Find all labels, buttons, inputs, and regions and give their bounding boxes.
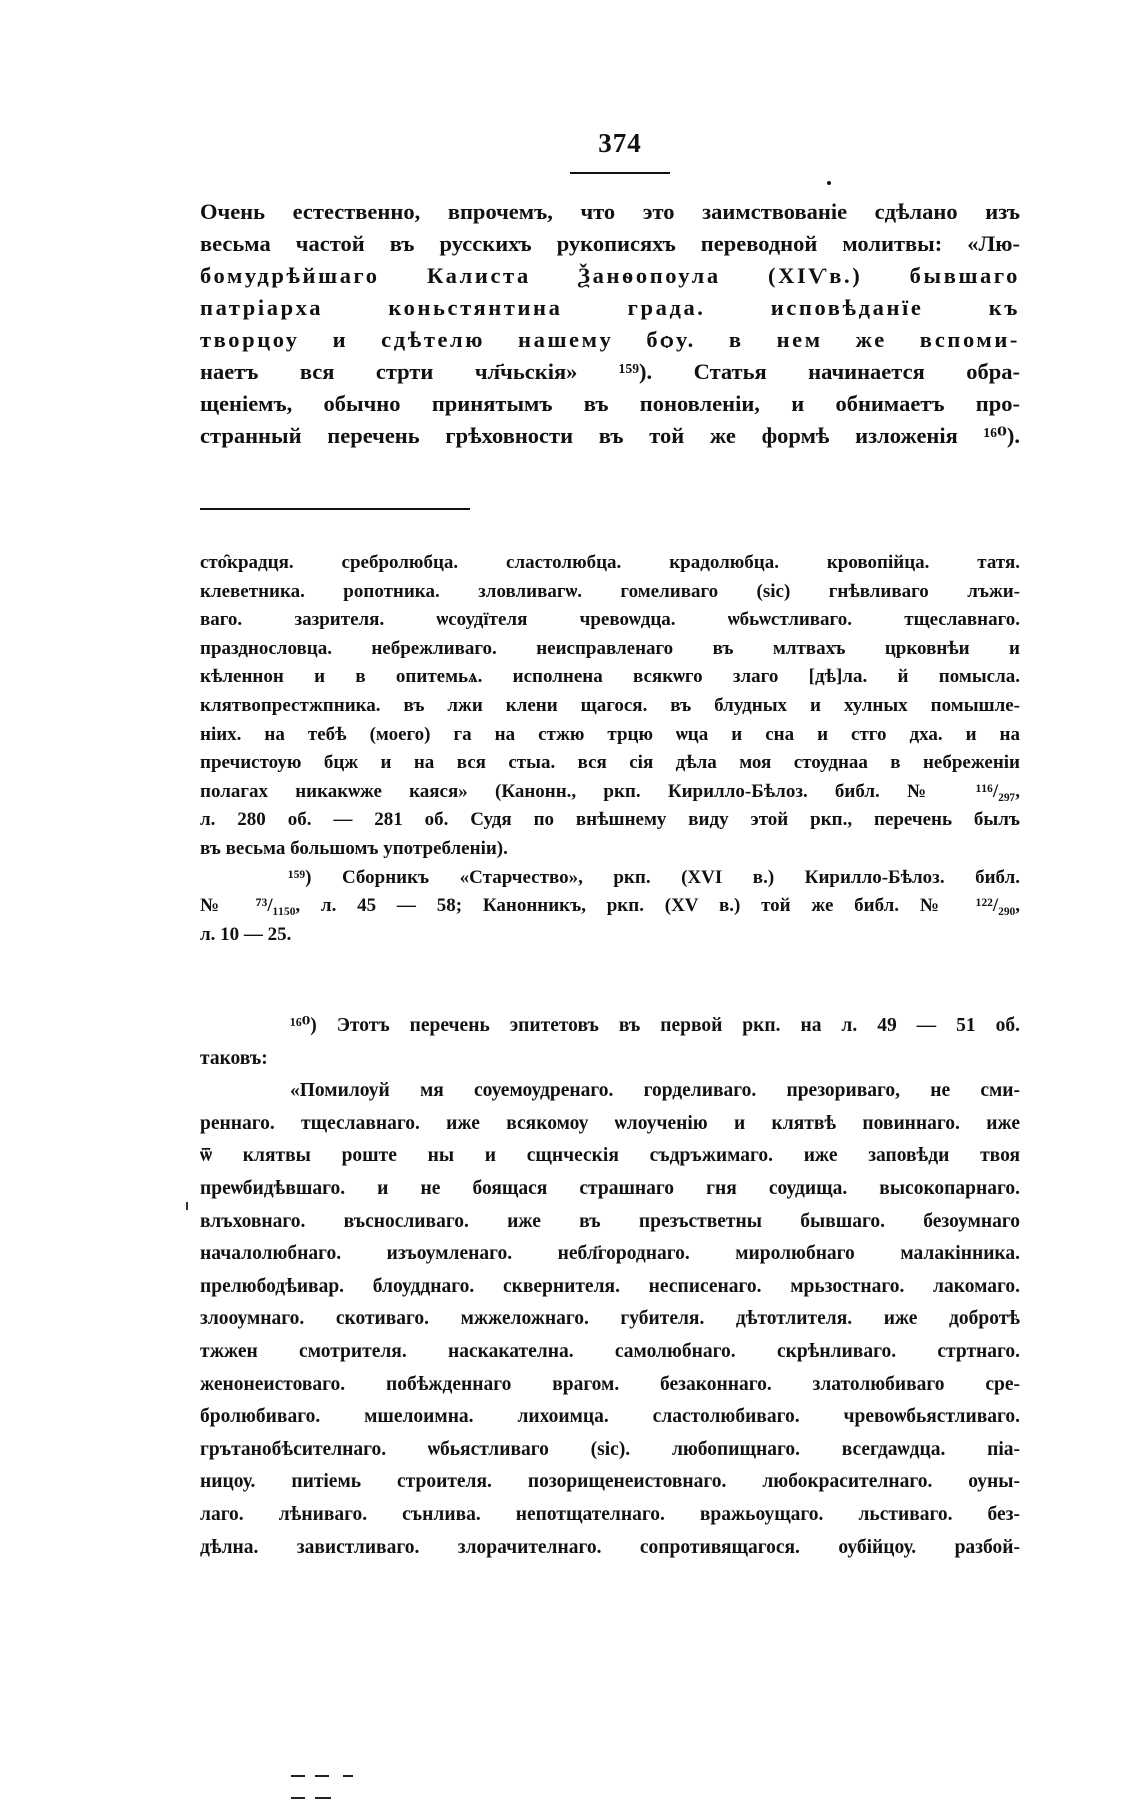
scan-mark bbox=[291, 1797, 305, 1799]
footnote-line: л. 280 об. — 281 об. Судя по внѣшнему виду этой ркп., перечень былъ bbox=[200, 809, 1020, 831]
footnote-line: клеветника. ропотника. зловливагѡ. гомеливаго (sic) гнѣвливаго лъжи- bbox=[200, 580, 1020, 602]
footnote-160-line: лаго. лѣниваго. сънлива. непотщателнаго. вражьоущаго. льстиваго. без- bbox=[200, 1503, 1020, 1525]
footnote-159-line: ¹⁵⁹) Сборникъ «Старчество», ркп. (XVI в.) Кирилло-Бѣлоз. библ. bbox=[288, 866, 1020, 888]
text-line: творцоу и сдѣтелю нашему бѻу. в нем же вспоми- bbox=[200, 327, 1020, 352]
footnote-160-line: ницоу. питіемь строителя. позорищенеистовнаго. любокрасителнаго. оуны- bbox=[200, 1471, 1020, 1493]
footnote-160-line: грътанобѣсителнаго. ѡбьястливаго (sic). любопищнаго. всегдаѡдца. піа- bbox=[200, 1438, 1020, 1460]
footnote-line: ваго. зазрителя. ѡсоудїтеля чревоѡдца. ѡбьѡстливаго. тщеславнаго. bbox=[200, 609, 1020, 631]
footnote-line: кѣленнон и в опитемьѧ. исполнена всякѡго злаго [дѣ]ла. й помысла. bbox=[200, 666, 1020, 688]
main-paragraph bbox=[200, 196, 1020, 452]
text-line: бомудрѣйшаго Калиста Ѯанѳопоула (XIѴв.) бывшаго bbox=[200, 263, 1020, 288]
footnote-159-line: № ⁷³/₁₁₅₀, л. 45 — 58; Канонникъ, ркп. (XV в.) той же библ. № ¹²²/₂₉₀, bbox=[200, 895, 1020, 917]
footnote-line: ніих. на тебѣ (моего) га на стжю трцю ѡца и сна и стго дха. и на bbox=[200, 723, 1020, 745]
footnote-line: клятвопрестжпника. въ лжи клени щагося. въ блудных и хулных помышле- bbox=[200, 694, 1020, 716]
footnote-line: сто̑крадця. сребролюбца. сластолюбца. крадолюбца. кровопійца. татя. bbox=[200, 552, 1020, 573]
footnote-159-line: л. 10 — 25. bbox=[200, 923, 292, 945]
text-line: весьма частой въ русскихъ рукописяхъ переводной молитвы: «Лю- bbox=[200, 231, 1020, 256]
footnote-160-line: прелюбодѣивар. блоудднаго. сквернителя. несписенаго. мрьзостнаго. лакомаго. bbox=[200, 1275, 1020, 1297]
footnote-160-line: реннаго. тщеславнаго. иже всякомоу ѡлоученію и клятвѣ повиннаго. иже bbox=[200, 1112, 1020, 1134]
text-line: щеніемъ, обычно принятымъ въ поновленіи, и обнимаетъ про- bbox=[200, 391, 1020, 416]
footnote-160-line: преѡбидѣвшаго. и не боящася страшнаго гня соудища. высокопарнаго. bbox=[200, 1177, 1020, 1199]
print-speck bbox=[827, 181, 831, 185]
scan-mark bbox=[343, 1775, 353, 1777]
text-line: Очень естественно, впрочемъ, что это заимствованіе сдѣлано изъ bbox=[200, 199, 1020, 224]
footnote-160-line: женонеистоваго. побѣжденнаго врагом. безаконнаго. златолюбиваго сре- bbox=[200, 1373, 1020, 1395]
scan-mark bbox=[291, 1775, 305, 1777]
margin-mark bbox=[186, 1202, 188, 1210]
footnote-line: полагах никакѡже каяся» (Канонн., ркп. Кирилло-Бѣлоз. библ. № ¹¹⁶/₂₉₇, bbox=[200, 780, 1020, 802]
footnote-line: въ весьма большомъ употребленіи). bbox=[200, 837, 508, 859]
page-number-rule bbox=[570, 172, 670, 174]
footnote-block bbox=[200, 549, 1020, 949]
footnote-160-line: дѣлна. завистливаго. злорачителнаго. сопротивящагося. оубійцоу. разбой- bbox=[200, 1536, 1020, 1558]
footnote-160-line: влъховнаго. въсносливаго. иже въ презъстветны бывшаго. безоумнаго bbox=[200, 1210, 1020, 1232]
scan-mark bbox=[315, 1797, 331, 1799]
footnote-160-line: злооумнаго. скотиваго. мжжеложнаго. губителя. дѣтотлителя. иже добротѣ bbox=[200, 1308, 1020, 1330]
footnote-160-line: тжжен смотрителя. наскакателна. самолюбнаго. скрѣнливаго. стртнаго. bbox=[200, 1340, 1020, 1362]
text-line: наетъ вся стрти чл҃чьскія» ¹⁵⁹). Статья начинается обра- bbox=[200, 359, 1020, 384]
footnote-160-line: ¹⁶⁰) Этотъ перечень эпитетовъ въ первой ркп. на л. 49 — 51 об. bbox=[290, 1015, 1020, 1036]
footnote-160-line: началолюбнаго. изъоумленаго. небл҃городнаго. миролюбнаго малакінника. bbox=[200, 1243, 1020, 1265]
footnote-line: празднословца. небрежливаго. неисправленаго въ млтвахъ црковнѣи и bbox=[200, 637, 1020, 659]
scan-mark bbox=[315, 1775, 329, 1777]
page-number: 374 bbox=[598, 128, 642, 158]
text-line: странный перечень грѣховности въ той же формѣ изложенія ¹⁶⁰). bbox=[200, 423, 1020, 448]
scan-marks bbox=[285, 1775, 405, 1805]
footnote-separator bbox=[200, 508, 470, 510]
footnote-160-line: таковъ: bbox=[200, 1047, 268, 1069]
footnote-160-block bbox=[200, 1010, 1020, 1564]
footnote-160-line: «Помилоуй мя соуемоудренаго. горделиваго. презориваго, не сми- bbox=[290, 1080, 1020, 1102]
footnote-160-line: ѿ клятвы роште ны и сщнческія съдръжимаго. иже заповѣди твоя bbox=[200, 1145, 1020, 1167]
footnote-line: пречистоую бцж и на вся стыа. вся сія дѣла моя стоуднаа в небреженіи bbox=[200, 752, 1020, 774]
footnote-160-line: бролюбиваго. мшелоимна. лихоимца. сластолюбиваго. чревоѡбьястливаго. bbox=[200, 1406, 1020, 1428]
text-line: патріарха коньстянтина града. исповѣданїе къ bbox=[200, 295, 1020, 320]
